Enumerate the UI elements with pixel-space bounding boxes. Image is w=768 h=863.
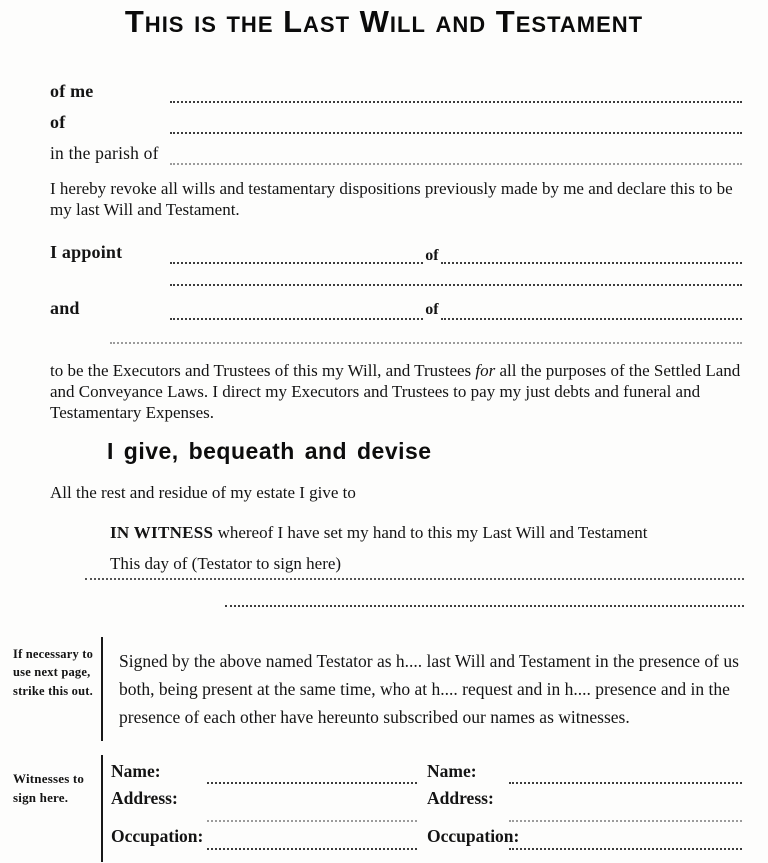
of-connector-1: of xyxy=(425,247,439,265)
appointment-section-2 xyxy=(50,290,742,320)
appointment-section xyxy=(50,234,742,264)
and-row xyxy=(50,290,742,320)
in-witness-bold: IN WITNESS xyxy=(110,523,214,543)
spacer xyxy=(207,789,417,811)
and-label: and xyxy=(50,298,80,319)
witness1-name-label: Name: xyxy=(111,760,161,781)
attestation-block xyxy=(0,637,768,741)
of-connector-2: of xyxy=(425,301,439,319)
spacer xyxy=(417,811,509,826)
parish-row xyxy=(50,134,742,165)
witnesses-grid xyxy=(103,755,768,862)
and-address-fill-line[interactable] xyxy=(441,314,742,320)
in-witness-rest: whereof I have set my hand to this my Last Will and Testament xyxy=(213,523,648,543)
witness1-name-fill-line[interactable] xyxy=(207,778,417,784)
spacer xyxy=(111,811,207,826)
of-row xyxy=(50,103,742,134)
of-me-label: of me xyxy=(50,81,94,101)
appoint-extra-fill-line-1[interactable] xyxy=(170,272,742,286)
declaration-fields xyxy=(50,72,742,165)
page-title: This is the Last Will and Testament xyxy=(124,4,644,39)
date-fill-line[interactable] xyxy=(225,602,744,607)
appoint-address-fill-line[interactable] xyxy=(441,258,742,264)
executors-paragraph xyxy=(50,360,742,423)
appoint-row xyxy=(50,234,742,264)
witness1-address-label: Address: xyxy=(111,787,178,808)
witness1-address-fill-line[interactable] xyxy=(207,816,417,822)
day-of-line: This day of (Testator to sign here) xyxy=(110,553,342,573)
attestation-paragraph: Signed by the above named Testator as h.... last Will and Testament in the presence of us both, being present at the same time, who at h.... request and in h.... presence and in the presence of each other have hereunto subscribed our names as witnesses. xyxy=(119,650,739,727)
witness1-occupation-label: Occupation: xyxy=(111,825,204,846)
witness2-name-label: Name: xyxy=(427,760,477,781)
of-label: of xyxy=(50,112,66,132)
witnesses-margin-note: Witnesses to sign here. xyxy=(13,770,85,806)
appoint-label: I appoint xyxy=(50,242,123,263)
revoke-paragraph: I hereby revoke all wills and testamentary dispositions previously made by me and declare this to be my last Will and Testament. xyxy=(50,179,733,220)
executors-text-pre: to be the Executors and Trustees of this my Will, and Trustees xyxy=(50,361,476,381)
and-name-fill-line[interactable] xyxy=(170,314,423,320)
witness1-occupation-fill-line[interactable] xyxy=(207,844,417,850)
parish-fill-line[interactable] xyxy=(170,159,742,165)
bequeath-heading: I give, bequeath and devise xyxy=(107,438,432,465)
of-me-row xyxy=(50,72,742,103)
executors-text-post: all the purposes of the Settled Land and Conveyance Laws. I direct my Executors and Trustees to pay my just debts and funeral and Testamentary Expenses. xyxy=(50,361,741,423)
spacer xyxy=(509,789,742,811)
witnesses-block xyxy=(0,755,768,862)
testator-signature-line[interactable] xyxy=(85,575,744,580)
in-witness-line xyxy=(110,522,744,543)
witness2-address-label: Address: xyxy=(427,787,494,808)
appoint-extra-fill-line-2[interactable] xyxy=(110,330,742,344)
appoint-name-fill-line[interactable] xyxy=(170,258,423,264)
of-me-fill-line[interactable] xyxy=(170,97,742,103)
witness2-name-fill-line[interactable] xyxy=(509,778,742,784)
witness2-occupation-label: Occupation: xyxy=(427,825,520,846)
parish-label: in the parish of xyxy=(50,143,159,163)
executors-text-italic: for xyxy=(475,361,496,381)
witness2-occupation-fill-line[interactable] xyxy=(509,844,742,850)
of-fill-line[interactable] xyxy=(170,128,742,134)
witness2-address-fill-line[interactable] xyxy=(509,816,742,822)
residue-paragraph: All the rest and residue of my estate I give to xyxy=(50,483,356,503)
strike-out-margin-note: If necessary to use next page, strike this out. xyxy=(13,646,94,699)
